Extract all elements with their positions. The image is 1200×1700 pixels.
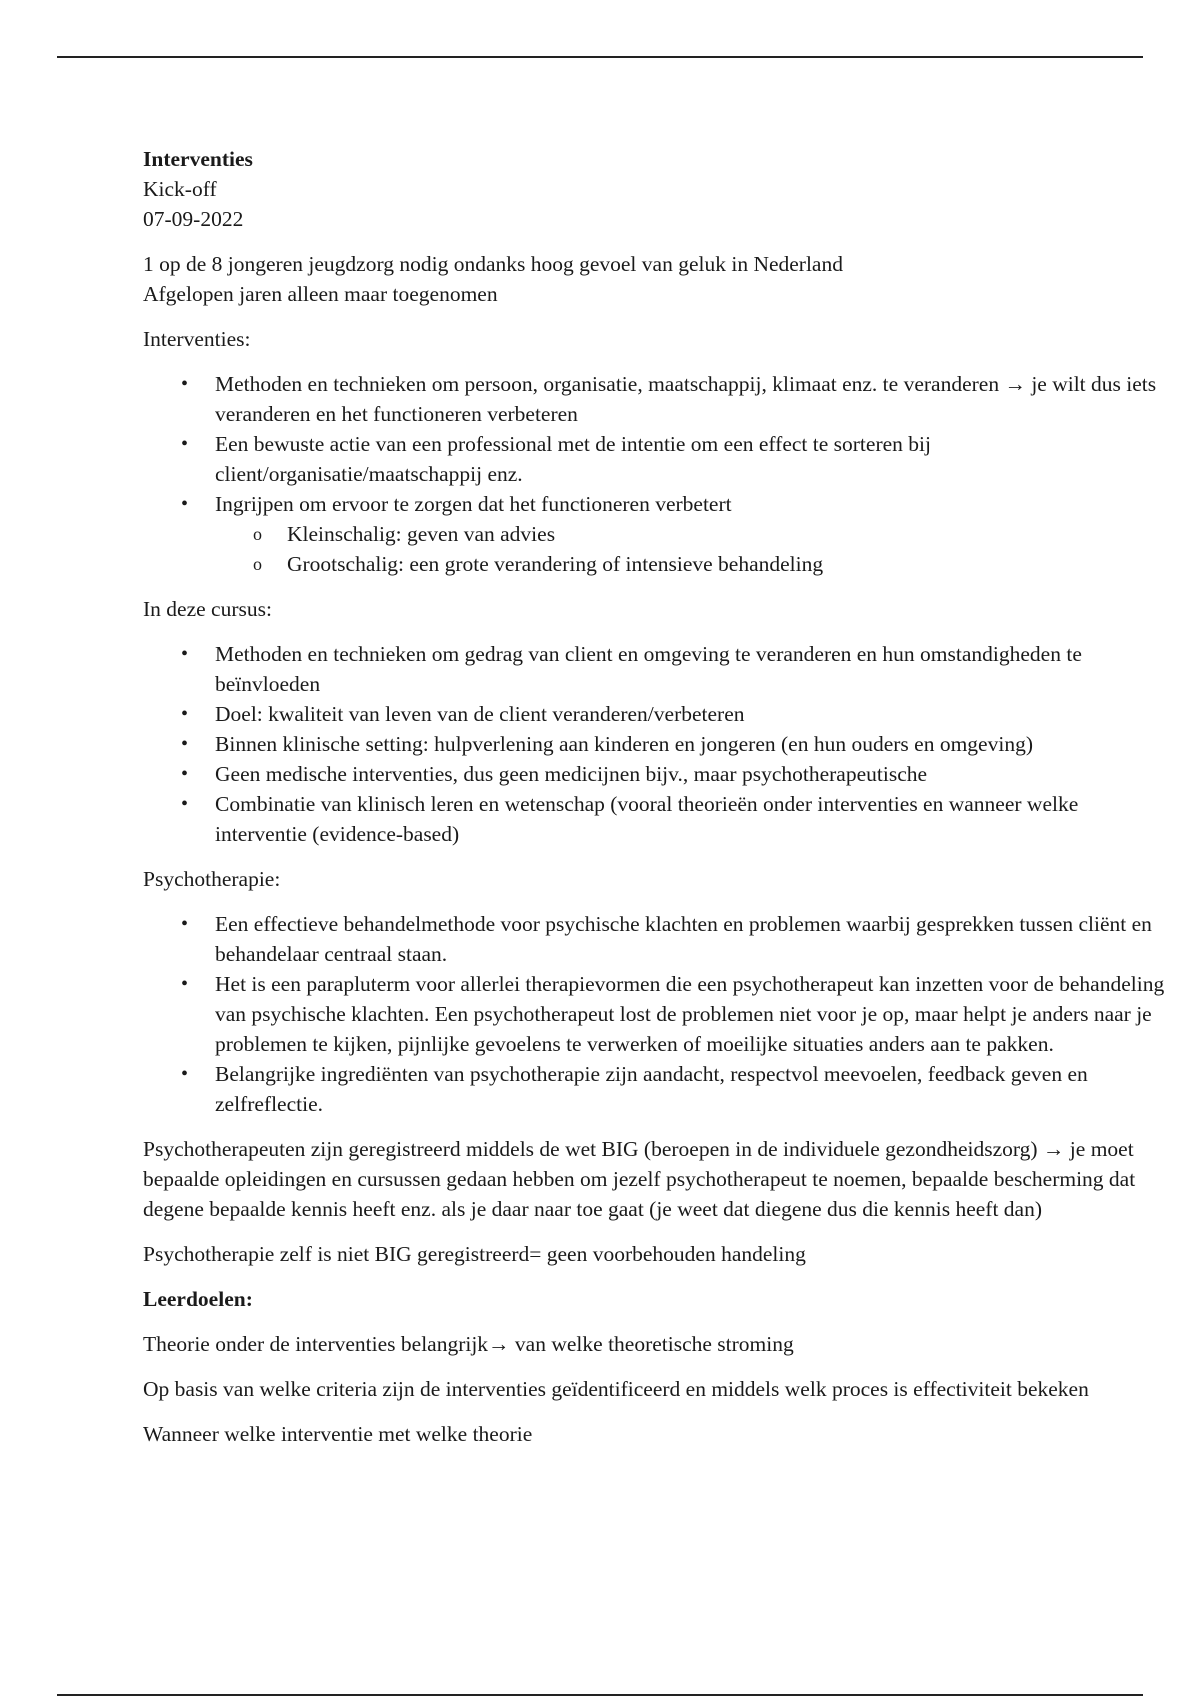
list-item-text: Ingrijpen om ervoor te zorgen dat het functioneren verbetert <box>215 492 732 516</box>
big-note: Psychotherapie zelf is niet BIG geregistreerd= geen voorbehouden handeling <box>143 1242 806 1266</box>
sub-list-item: o Grootschalig: een grote verandering of intensieve behandeling <box>287 549 1173 579</box>
list-item: • Binnen klinische setting: hulpverlening aan kinderen en jongeren (en hun ouders en omgeving) <box>215 729 1173 759</box>
list-item: • Methoden en technieken om persoon, organisatie, maatschappij, klimaat enz. te veranderen → je wilt dus iets veranderen en het functioneren verbeteren <box>215 369 1173 429</box>
psychotherapie-list <box>143 909 1173 1119</box>
psychotherapie-heading: Psychotherapie: <box>143 867 281 891</box>
list-item: • Doel: kwaliteit van leven van de client veranderen/verbeteren <box>215 699 1173 729</box>
leerdoel-1: Theorie onder de interventies belangrijk→ van welke theoretische stroming <box>143 1332 794 1356</box>
intro-line-1: 1 op de 8 jongeren jeugdzorg nodig ondanks hoog gevoel van geluk in Nederland <box>143 252 843 276</box>
list-item <box>215 489 1173 579</box>
list-item: • Belangrijke ingrediënten van psychotherapie zijn aandacht, respectvol meevoelen, feedback geven en zelfreflectie. <box>215 1059 1173 1119</box>
interventies-sublist <box>215 519 1173 579</box>
sub-list-item: o Kleinschalig: geven van advies <box>287 519 1173 549</box>
list-item: • Methoden en technieken om gedrag van client en omgeving te veranderen en hun omstandigheden te beïnvloeden <box>215 639 1173 699</box>
list-item: • Geen medische interventies, dus geen medicijnen bijv., maar psychotherapeutische <box>215 759 1173 789</box>
leerdoel-2: Op basis van welke criteria zijn de interventies geïdentificeerd en middels welk proces is effectiviteit bekeken <box>143 1377 1089 1401</box>
page-date: 07-09-2022 <box>143 207 244 231</box>
big-paragraph: Psychotherapeuten zijn geregistreerd middels de wet BIG (beroepen in de individuele gezondheidszorg) → je moet bepaalde opleidingen en cursussen gedaan hebben om jezelf psychotherapeut te noemen, bepaalde bescherming dat degene bepaalde kennis heeft enz. als je daar naar toe gaat (je weet dat diegene dus die kennis heeft dan) <box>143 1137 1136 1221</box>
top-rule <box>57 56 1143 58</box>
intro-line-2: Afgelopen jaren alleen maar toegenomen <box>143 282 498 306</box>
cursus-list <box>143 639 1173 849</box>
leerdoelen-heading: Leerdoelen: <box>143 1287 253 1311</box>
list-item: • Het is een parapluterm voor allerlei therapievormen die een psychotherapeut kan inzetten voor de behandeling van psychische klachten. Een psychotherapeut lost de problemen niet voor je op, maar helpt je anders naar je problemen te kijken, pijnlijke gevoelens te verwerken of moeilijke situaties anders aan te pakken. <box>215 969 1173 1059</box>
list-item: • Een bewuste actie van een professional met de intentie om een effect te sorteren bij client/organisatie/maatschappij enz. <box>215 429 1173 489</box>
list-item: • Combinatie van klinisch leren en wetenschap (vooral theorieën onder interventies en wanneer welke interventie (evidence-based) <box>215 789 1173 849</box>
list-item: • Een effectieve behandelmethode voor psychische klachten en problemen waarbij gesprekken tussen cliënt en behandelaar centraal staan. <box>215 909 1173 969</box>
leerdoel-3: Wanneer welke interventie met welke theorie <box>143 1422 533 1446</box>
document-body <box>143 144 1173 1449</box>
cursus-heading: In deze cursus: <box>143 597 272 621</box>
interventies-list <box>143 369 1173 579</box>
page-subtitle: Kick-off <box>143 177 217 201</box>
interventies-heading: Interventies: <box>143 327 251 351</box>
bottom-rule <box>57 1694 1143 1696</box>
page-title: Interventies <box>143 147 253 171</box>
